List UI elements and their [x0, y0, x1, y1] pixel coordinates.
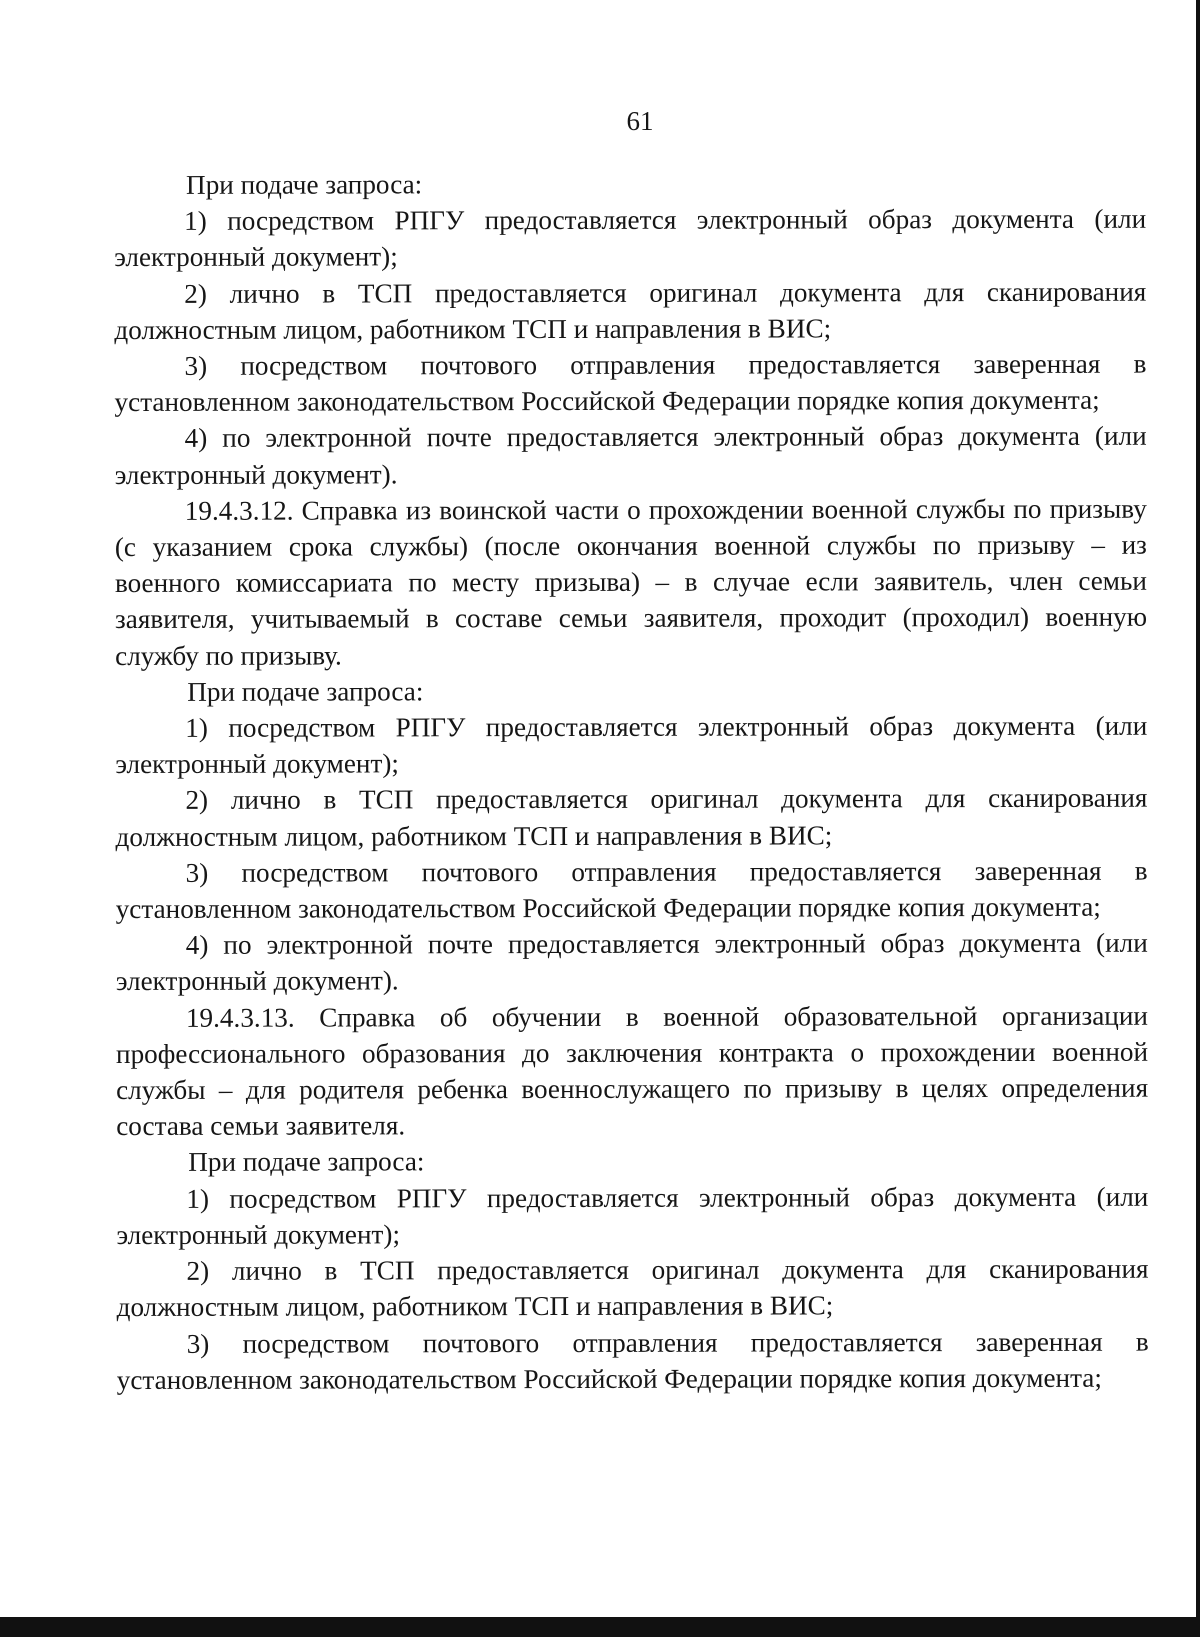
- paragraph-item-post: 3) посредством почтового отправления предоставляется заверенная в установленном законодательством Российской Федерации порядке копия документа;: [114, 348, 1147, 418]
- document-body: [114, 165, 1149, 1398]
- paragraph-section-19-4-3-12: 19.4.3.12. Справка из воинской части о прохождении военной службы по призыву (с указанием срока службы) (после окончания военной службы по призыву – из военного комиссариата по месту призыва) – в случае если заявитель, член семьи заявителя, учитываемый в составе семьи заявителя, проходит (проходил) военную службу по призыву.: [114, 493, 1148, 671]
- paragraph-item-email: 4) по электронной почте предоставляется электронный образ документа (или электронный документ).: [115, 927, 1148, 997]
- paragraph-item-email: 4) по электронной почте предоставляется электронный образ документа (или электронный документ).: [114, 421, 1147, 490]
- paragraph-section-19-4-3-13: 19.4.3.13. Справка об обучении в военной образовательной организации профессионального образования до заключения контракта о прохождении военной службы – для родителя ребенка военнослужащего по призыву в целях определения состава семьи заявителя.: [115, 1000, 1149, 1142]
- paragraph-item-post: 3) посредством почтового отправления предоставляется заверенная в установленном законодательством Российской Федерации порядке копия документа;: [115, 855, 1148, 925]
- paragraph-submission-heading: При подаче запроса:: [186, 169, 423, 200]
- paragraph-item-rpgu: 1) посредством РПГУ предоставляется электронный образ документа (или электронный документ);: [115, 710, 1148, 780]
- scan-edge-bottom: [0, 1617, 1200, 1637]
- paragraph-item-tsp: 2) лично в ТСП предоставляется оригинал документа для сканирования должностным лицом, работником ТСП и направления в ВИС;: [115, 783, 1148, 852]
- scan-edge-right: [1196, 0, 1200, 1637]
- paragraph-item-tsp: 2) лично в ТСП предоставляется оригинал документа для сканирования должностным лицом, работником ТСП и направления в ВИС;: [114, 276, 1147, 345]
- paragraph-item-post: 3) посредством почтового отправления предоставляется заверенная в установленном законодательством Российской Федерации порядке копия документа;: [116, 1326, 1149, 1395]
- page-number: 61: [626, 106, 654, 136]
- paragraph-item-rpgu: 1) посредством РПГУ предоставляется электронный образ документа (или электронный документ);: [114, 203, 1147, 273]
- paragraph-item-rpgu: 1) посредством РПГУ предоставляется электронный образ документа (или электронный документ);: [116, 1181, 1149, 1250]
- paragraph-submission-heading: При подаче запроса:: [187, 676, 424, 707]
- paragraph-submission-heading: При подаче запроса:: [188, 1146, 425, 1178]
- paragraph-item-tsp: 2) лично в ТСП предоставляется оригинал документа для сканирования должностным лицом, работником ТСП и направления в ВИС;: [116, 1253, 1149, 1323]
